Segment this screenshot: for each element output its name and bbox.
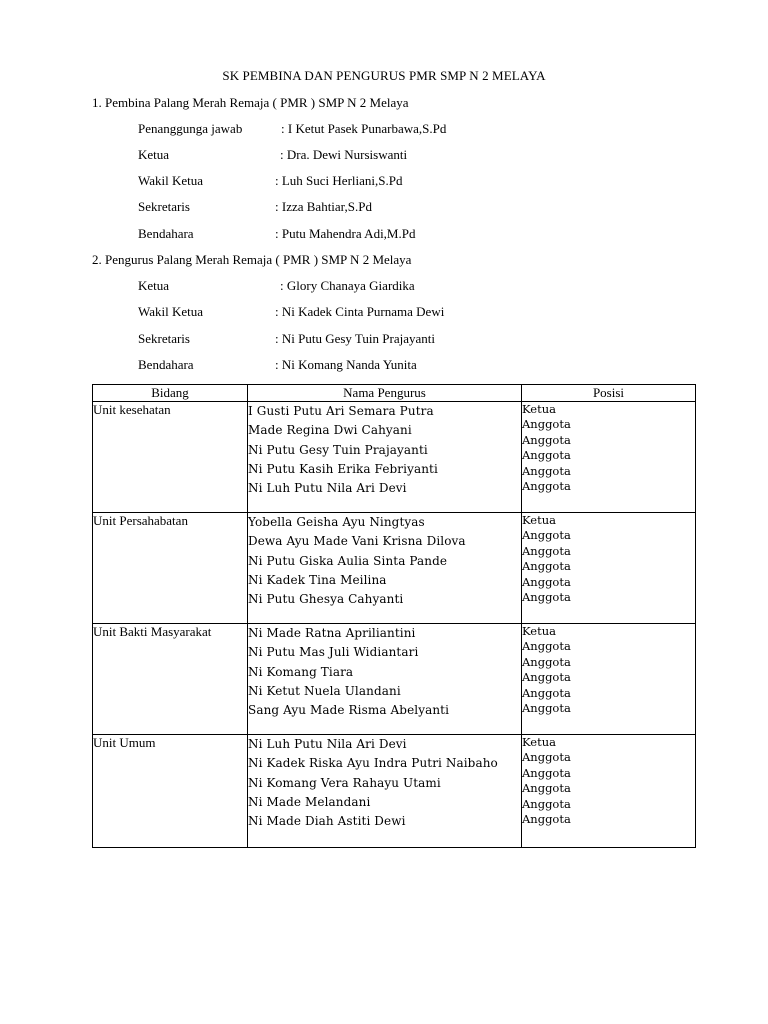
member-name: Ni Made Ratna Apriliantini — [248, 626, 416, 640]
member-name: Ni Kadek Tina Meilina — [248, 572, 387, 587]
table-row — [93, 624, 696, 735]
table-row — [93, 735, 696, 848]
member-position: Anggota — [522, 685, 571, 700]
member-name: Ni Luh Putu Nila Ari Devi — [248, 481, 407, 496]
member-name: Ni Komang Vera Rahayu Utami — [248, 775, 441, 790]
member-position: Anggota — [522, 479, 571, 494]
member-name: Ni Putu Giska Aulia Sinta Pande — [248, 553, 448, 568]
member-name: Ni Made Diah Astiti Dewi — [248, 814, 406, 829]
member-position: Anggota — [522, 559, 571, 574]
row-value: : Putu Mahendra Adi,M.Pd — [275, 226, 416, 241]
member-name: Ni Made Melandani — [248, 794, 371, 809]
column-header-bidang: Bidang — [93, 385, 248, 402]
member-name: Ni Komang Tiara — [248, 664, 354, 679]
cell-bidang: Unit Persahabatan — [93, 513, 248, 624]
member-name: Yobella Geisha Ayu Ningtyas — [248, 515, 425, 529]
row-value: : I Ketut Pasek Punarbawa,S.Pd — [281, 121, 447, 136]
cell-posisi — [522, 624, 696, 735]
member-position: Anggota — [522, 448, 571, 463]
document-title: SK PEMBINA DAN PENGURUS PMR SMP N 2 MELAYA — [222, 68, 546, 83]
cell-bidang: Unit Bakti Masyarakat — [93, 624, 248, 735]
member-position: Ketua — [522, 513, 556, 527]
member-position: Anggota — [522, 670, 571, 685]
row-value: : Izza Bahtiar,S.Pd — [275, 199, 372, 214]
member-position: Anggota — [522, 639, 571, 654]
cell-bidang: Unit kesehatan — [93, 402, 248, 513]
cell-nama-pengurus — [248, 735, 522, 848]
member-position: Anggota — [522, 654, 571, 669]
row-value: : Luh Suci Herliani,S.Pd — [275, 173, 403, 188]
row-label: Bendahara — [138, 226, 194, 241]
member-position: Ketua — [522, 402, 556, 416]
member-position: Ketua — [522, 624, 556, 638]
table-row — [93, 402, 696, 513]
member-name: Ni Kadek Riska Ayu Indra Putri Naibaho — [248, 756, 498, 771]
member-position: Anggota — [522, 432, 571, 447]
cell-posisi — [522, 513, 696, 624]
member-name: Ni Putu Mas Juli Widiantari — [248, 645, 419, 660]
member-name: Ni Putu Kasih Erika Febriyanti — [248, 461, 438, 476]
row-label: Wakil Ketua — [138, 304, 204, 319]
row-label: Penanggunga jawab — [138, 121, 243, 136]
section1-heading: 1. Pembina Palang Merah Remaja ( PMR ) SMP N 2 Melaya — [92, 95, 409, 110]
column-header-posisi: Posisi — [522, 385, 696, 402]
row-label: Wakil Ketua — [138, 173, 204, 188]
member-name: Sang Ayu Made Risma Abelyanti — [248, 703, 450, 718]
units-table — [92, 384, 696, 848]
member-position: Anggota — [522, 765, 571, 780]
member-position: Anggota — [522, 417, 571, 432]
cell-posisi — [522, 402, 696, 513]
member-position: Anggota — [522, 463, 571, 478]
member-position: Anggota — [522, 701, 571, 716]
row-label: Sekretaris — [138, 199, 190, 214]
cell-bidang: Unit Umum — [93, 735, 248, 848]
column-header-nama-pengurus: Nama Pengurus — [248, 385, 522, 402]
table-header-row — [93, 385, 696, 402]
member-position: Anggota — [522, 543, 571, 558]
member-position: Anggota — [522, 590, 571, 605]
member-name: Dewa Ayu Made Vani Krisna Dilova — [248, 534, 466, 549]
row-label: Bendahara — [138, 357, 194, 372]
member-position: Anggota — [522, 812, 571, 827]
member-name: Ni Ketut Nuela Ulandani — [248, 683, 401, 698]
member-name: Ni Luh Putu Nila Ari Devi — [248, 737, 407, 751]
member-position: Anggota — [522, 796, 571, 811]
row-label: Ketua — [138, 278, 170, 293]
member-position: Anggota — [522, 574, 571, 589]
row-value: : Ni Komang Nanda Yunita — [275, 357, 417, 372]
section2-heading: 2. Pengurus Palang Merah Remaja ( PMR ) SMP N 2 Melaya — [92, 252, 412, 267]
cell-nama-pengurus — [248, 513, 522, 624]
member-position: Anggota — [522, 528, 571, 543]
cell-posisi — [522, 735, 696, 848]
row-value: : Ni Kadek Cinta Purnama Dewi — [275, 304, 445, 319]
member-position: Anggota — [522, 750, 571, 765]
member-name: Ni Putu Gesy Tuin Prajayanti — [248, 442, 428, 457]
member-name: Made Regina Dwi Cahyani — [248, 423, 412, 438]
cell-nama-pengurus — [248, 624, 522, 735]
table-row — [93, 513, 696, 624]
row-label: Sekretaris — [138, 331, 190, 346]
cell-nama-pengurus — [248, 402, 522, 513]
row-value: : Dra. Dewi Nursiswanti — [280, 147, 408, 162]
units-table-body — [93, 402, 696, 848]
member-name: I Gusti Putu Ari Semara Putra — [248, 404, 434, 418]
member-position: Anggota — [522, 781, 571, 796]
member-position: Ketua — [522, 735, 556, 749]
member-name: Ni Putu Ghesya Cahyanti — [248, 592, 404, 607]
row-value: : Ni Putu Gesy Tuin Prajayanti — [275, 331, 435, 346]
row-label: Ketua — [138, 147, 170, 162]
row-value: : Glory Chanaya Giardika — [280, 278, 415, 293]
